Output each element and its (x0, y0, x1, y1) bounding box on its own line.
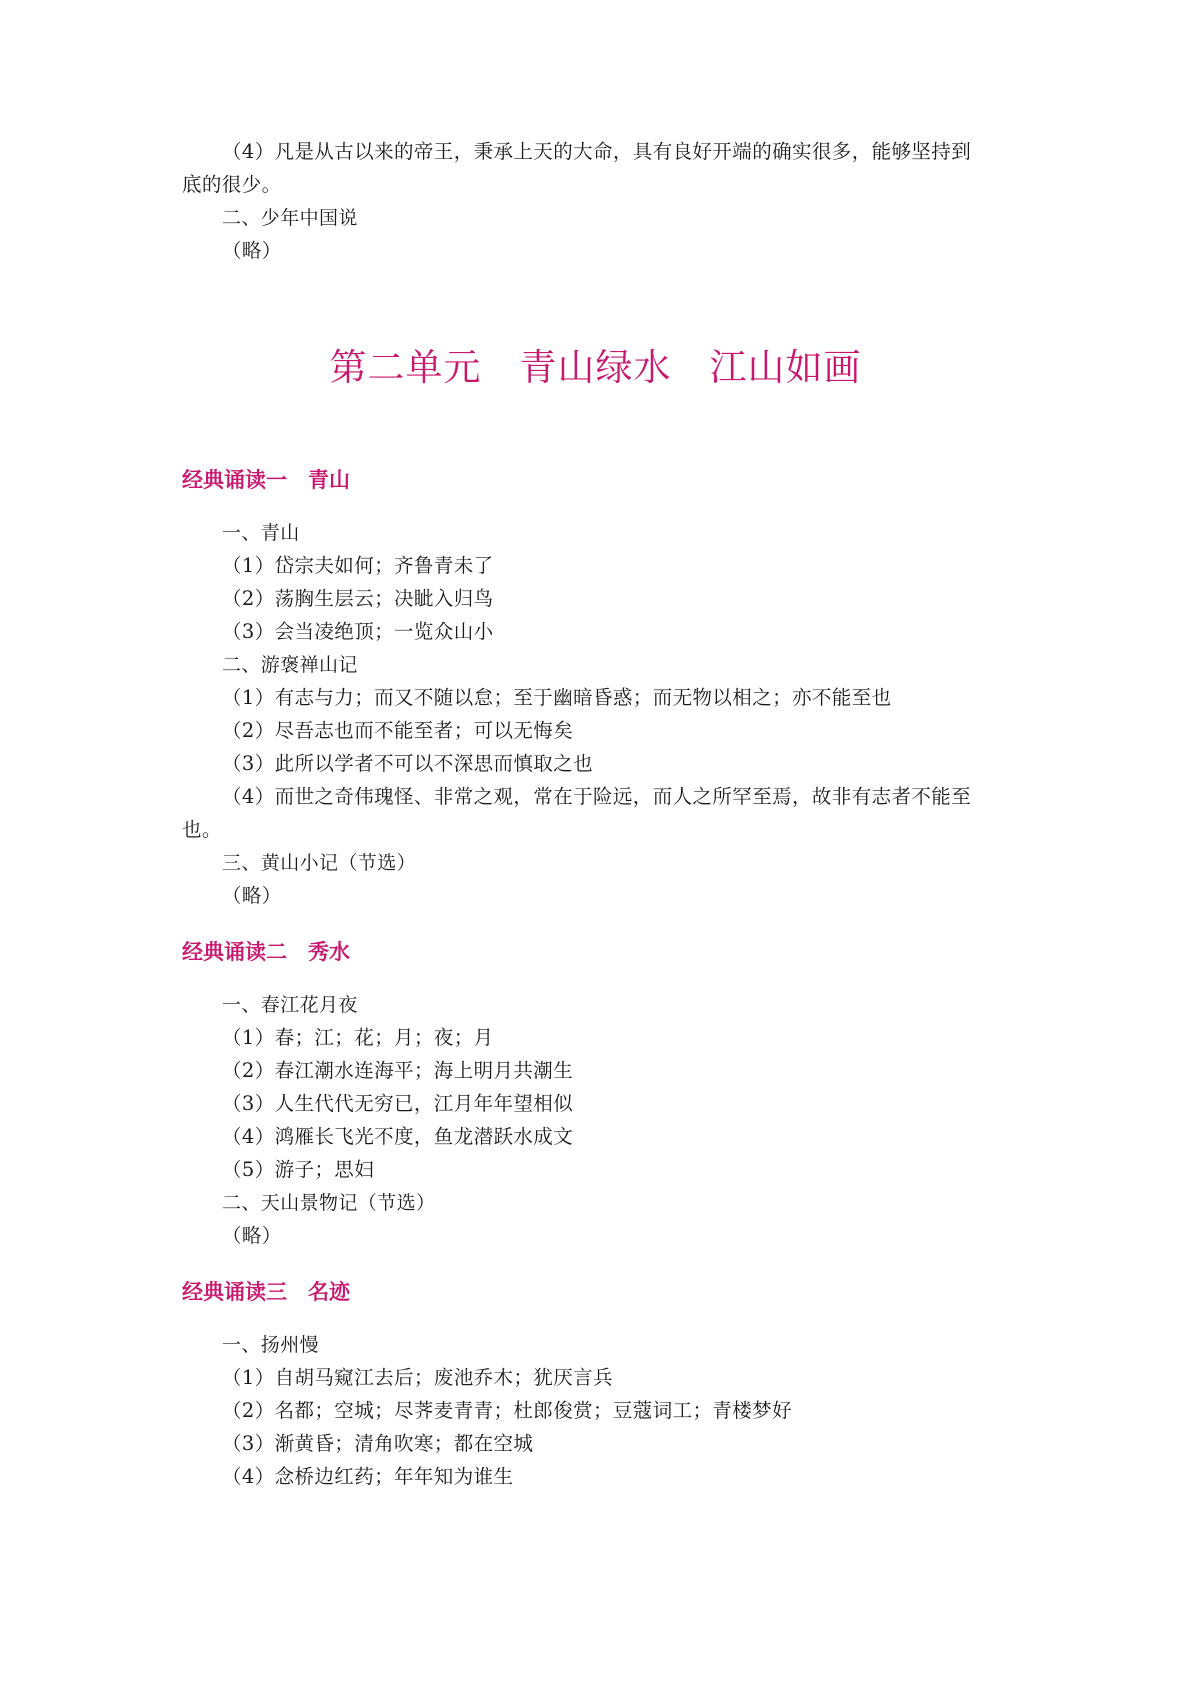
unit-title: 第二单元 青山绿水 江山如画 (329, 346, 862, 389)
list-item: （2）春江潮水连海平；海上明月共潮生 (222, 1059, 574, 1082)
list-item: （2）名都；空城；尽荠麦青青；杜郎俊赏；豆蔻词工；青楼梦好 (222, 1399, 793, 1422)
reading-3-heading: 经典诵读三 名迹 (182, 1280, 350, 1304)
list-item: （略） (222, 1224, 282, 1247)
prev-item-4-line-1: （4）凡是从古以来的帝王，秉承上天的大命，具有良好开端的确实很多，能够坚持到 (222, 140, 972, 163)
list-item: （1）岱宗夫如何；齐鲁青未了 (222, 554, 494, 577)
list-item: （5）游子；思妇 (222, 1158, 375, 1181)
list-item: （4）而世之奇伟瑰怪、非常之观，常在于险远，而人之所罕至焉，故非有志者不能至 (222, 785, 972, 808)
list-item: （4）鸿雁长飞光不度，鱼龙潜跃水成文 (222, 1125, 574, 1148)
prev-section-2-title: 二、少年中国说 (222, 207, 358, 229)
list-item: （3）此所以学者不可以不深思而慎取之也 (222, 752, 594, 775)
reading-3-part-1-title: 一、扬州慢 (222, 1334, 320, 1356)
reading-1-heading: 经典诵读一 青山 (182, 468, 350, 492)
reading-2-part-1-title: 一、春江花月夜 (222, 994, 358, 1016)
reading-2-part-2-title: 二、天山景物记（节选） (222, 1192, 436, 1214)
reading-1-part-3-title: 三、黄山小记（节选） (222, 852, 417, 874)
prev-item-4-line-2: 底的很少。 (182, 173, 282, 196)
reading-1-part-1-title: 一、青山 (222, 522, 300, 544)
list-item: （3）人生代代无穷已，江月年年望相似 (222, 1092, 574, 1115)
list-item: （2）荡胸生层云；决眦入归鸟 (222, 587, 494, 610)
list-item-continuation: 也。 (182, 818, 222, 841)
prev-section-2-note: （略） (222, 239, 282, 262)
list-item: （2）尽吾志也而不能至者；可以无悔矣 (222, 719, 574, 742)
list-item: （1）有志与力；而又不随以怠；至于幽暗昏惑；而无物以相之；亦不能至也 (222, 686, 892, 709)
list-item: （略） (222, 884, 282, 907)
list-item: （1）自胡马窥江去后；废池乔木；犹厌言兵 (222, 1366, 613, 1389)
list-item: （3）渐黄昏；清角吹寒；都在空城 (222, 1432, 534, 1455)
reading-1-part-2-title: 二、游褒禅山记 (222, 654, 358, 676)
list-item: （1）春；江；花；月；夜；月 (222, 1026, 494, 1049)
list-item: （3）会当凌绝顶；一览众山小 (222, 620, 494, 643)
reading-2-heading: 经典诵读二 秀水 (182, 940, 350, 964)
list-item: （4）念桥边红药；年年知为谁生 (222, 1465, 514, 1488)
